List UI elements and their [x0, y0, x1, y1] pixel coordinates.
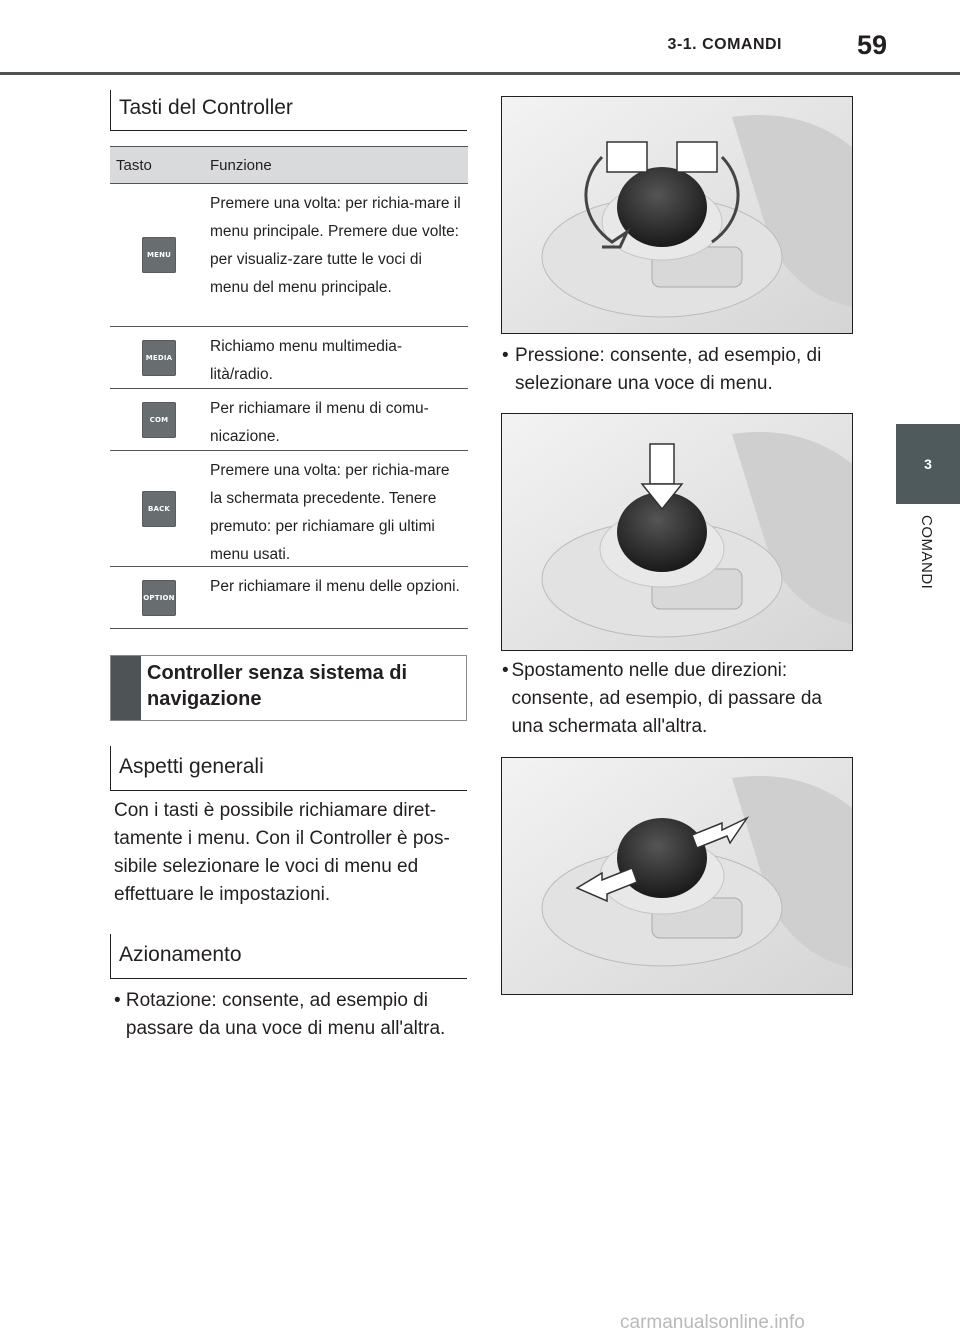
table-cell-function: Premere una volta: per richia-mare il menu principale. Premere due volte: per visualiz-zare tutte le voci di menu del menu principale. [210, 195, 461, 296]
table-row [110, 567, 468, 629]
watermark: carmanualsonline.info [620, 1312, 805, 1333]
com-key-icon: COM [142, 402, 176, 438]
controller-section-heading [110, 655, 467, 721]
controller-press-figure [501, 413, 853, 651]
bullet-press: • Pressione: consente, ad esempio, di selezionare una voce di menu. [502, 345, 822, 394]
table-row [110, 451, 468, 567]
table-cell-function: Richiamo menu multimedia-lità/radio. [210, 338, 403, 383]
table-row [110, 327, 468, 389]
controller-heading-text: Controller senza sistema di navigazione [147, 662, 408, 710]
section-title: 3-1. COMANDI [667, 36, 782, 53]
general-heading: Aspetti generali [110, 746, 467, 791]
column-header-function: Funzione [210, 156, 272, 174]
controller-keys-table [110, 146, 468, 629]
table-heading: Tasti del Controller [110, 90, 467, 131]
operation-heading: Azionamento [110, 934, 467, 979]
table-cell-function: Premere una volta: per richia-mare la schermata precedente. Tenere premuto: per richiamare gli ultimi menu usati. [210, 462, 450, 563]
menu-key-icon: MENU [142, 237, 176, 273]
controller-tilt-figure [501, 757, 853, 995]
controller-rotation-figure [501, 96, 853, 334]
bullet-rotation: • Rotazione: consente, ad esempio di passare da una voce di menu all'altra. [114, 990, 446, 1039]
bullet-tilt: • Spostamento nelle due direzioni: consente, ad esempio, di passare da una schermata all'altra. [502, 660, 822, 737]
column-header-key: Tasto [116, 156, 152, 174]
table-row [110, 184, 468, 327]
page-number: 59 [856, 30, 888, 60]
general-paragraph: Con i tasti è possibile richiamare diret-tamente i menu. Con il Controller è pos-sibile selezionare le voci di menu ed effettuare le impostazioni. [114, 800, 450, 905]
table-cell-function: Per richiamare il menu delle opzioni. [210, 578, 460, 595]
chapter-tab[interactable] [896, 424, 960, 504]
media-key-icon: MEDIA [142, 340, 176, 376]
chapter-number: 3 [924, 456, 932, 472]
table-cell-function: Per richiamare il menu di comu-nicazione. [210, 400, 429, 445]
header-rule [0, 72, 960, 75]
back-key-icon: BACK [142, 491, 176, 527]
table-row [110, 389, 468, 451]
chapter-side-label: COMANDI [918, 515, 935, 590]
option-key-icon: OPTION [142, 580, 176, 616]
table-header [110, 146, 468, 184]
